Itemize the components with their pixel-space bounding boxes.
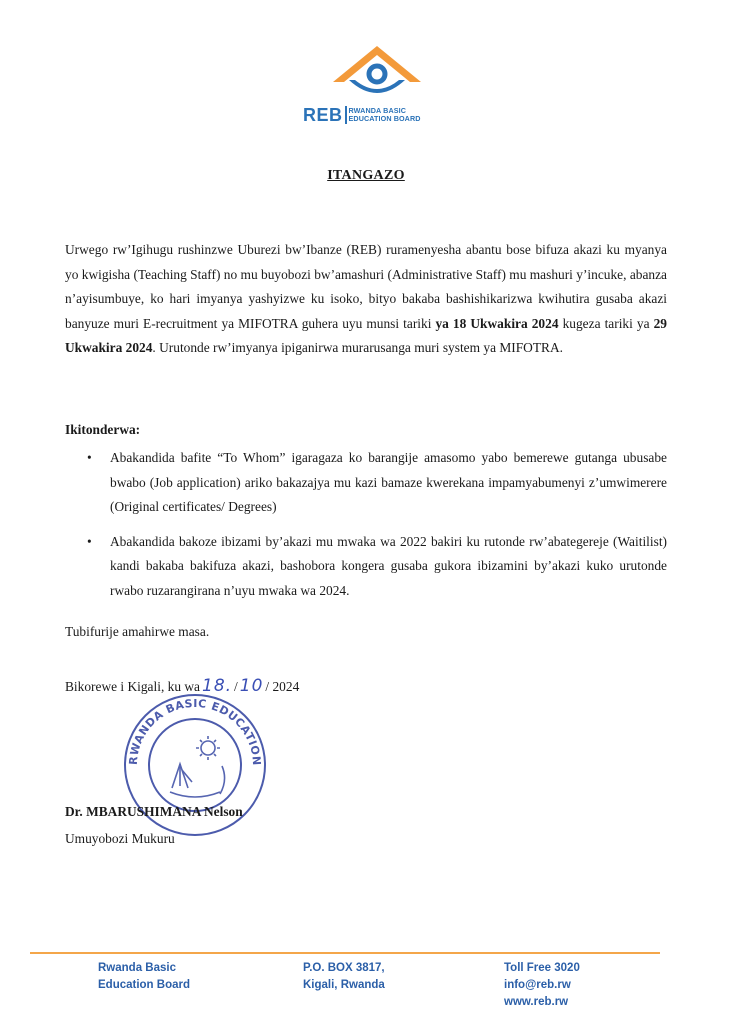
footer-org-line1: Rwanda Basic [98, 962, 176, 974]
logo-name-line1: RWANDA BASIC [348, 105, 407, 115]
footer-address [303, 960, 385, 994]
notes-list [65, 446, 667, 614]
footer-toll-free: Toll Free 3020 [504, 962, 580, 974]
intro-text-b: kugeza tariki ya [558, 315, 654, 331]
list-item [65, 530, 667, 604]
closing-line: Tubifurije amahirwe masa. [65, 624, 210, 639]
footer-po-box: P.O. BOX 3817, [303, 962, 385, 974]
logo-full-name [349, 107, 421, 124]
bullet-icon: • [87, 533, 92, 549]
intro-end-date: 29 Ukwakira 2024 [65, 315, 667, 356]
intro-text-a: Urwego rw’Igihugu rushinzwe Uburezi bw’Ibanze (REB) ruramenyesha abantu bose bifuza akazi ku myanya yo kwigisha (Teaching Staff) no mu buyobozi bw’amashuri (Administrative Staff) mu mashuri y’incuke, abanza n’ayisumbuye, ko hari imyanya yashyizwe ku isoko, bityo bakaba bashishikarizwa kwihutira gusaba akazi banyuze muri E-recruitment ya MIFOTRA guhera uyu munsi tariki [65, 242, 667, 331]
list-item [65, 446, 667, 520]
footer-email-link[interactable]: info@reb.rw [504, 979, 571, 991]
signatory-title: Umuyobozi Mukuru [65, 831, 175, 846]
logo-abbreviation: REB [303, 105, 343, 125]
note-text: Abakandida bakoze ibizami by’akazi mu mwaka wa 2022 bakiri ku rutonde rw’abategereje (Waitilist) kandi bakaba bakifuza akazi, bashobora kongera gusaba gukora ibizamini by’akazi kuko urutonde rwabo ruzarangirana n’uyu mwaka wa 2024. [110, 533, 667, 598]
intro-text-c: . Urutonde rw’imyanya ipiganirwa murarusanga muri system ya MIFOTRA. [152, 340, 563, 356]
bullet-icon: • [87, 450, 92, 465]
note-text: Abakandida bafite “To Whom” igaragaza ko barangije amasomo yabo bemerewe gutanga ubusabe bwabo (Job application) ariko bakazajya mu kazi bamaze kwerekana impamyabumenyi z’umwimerere (Original certificates/ Degrees) [110, 450, 667, 515]
reb-emblem-icon [331, 44, 423, 102]
intro-paragraph [65, 238, 667, 361]
handwritten-day: 18. [202, 676, 233, 696]
date-prefix: Bikorewe i Kigali, ku wa [65, 679, 200, 694]
logo-divider [345, 106, 347, 124]
document-title: ITANGAZO [327, 168, 405, 183]
footer-divider [30, 952, 660, 954]
date-year: / 2024 [265, 679, 300, 694]
signatory-name: Dr. MBARUSHIMANA Nelson [65, 804, 243, 819]
intro-start-date: ya 18 Ukwakira 2024 [435, 315, 559, 331]
svg-text:RWANDA BASIC EDUCATION BOARD (: RWANDA BASIC EDUCATION [126, 696, 264, 767]
reb-logo [303, 44, 453, 129]
footer-org-line2: Education Board [98, 979, 191, 991]
logo-name-line2: EDUCATION BOARD [348, 114, 421, 123]
footer-contacts [504, 960, 580, 1011]
footer-city: Kigali, Rwanda [303, 979, 385, 991]
footer-website-link[interactable]: www.reb.rw [504, 996, 569, 1008]
date-separator: / [234, 679, 238, 694]
notes-heading: Ikitonderwa: [65, 422, 141, 437]
handwritten-month: 10 [239, 676, 264, 696]
footer-organization [98, 960, 190, 994]
